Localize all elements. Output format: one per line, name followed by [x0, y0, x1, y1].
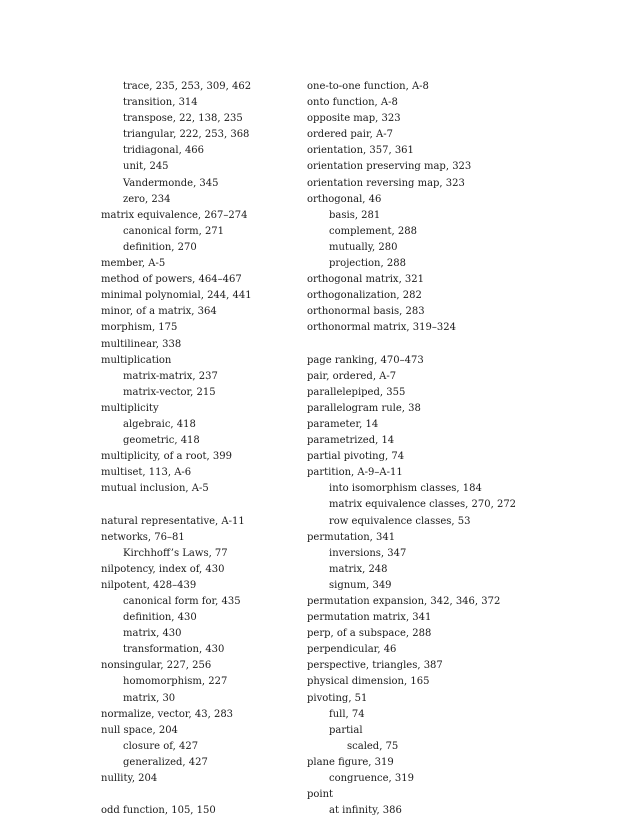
- index-entry: matrix equivalence, 267–274: [101, 209, 248, 221]
- index-entry: partial pivoting, 74: [307, 451, 405, 463]
- index-entry: orientation preserving map, 323: [307, 161, 472, 173]
- index-entry: nonsingular, 227, 256: [101, 660, 212, 672]
- index-subentry: row equivalence classes, 53: [329, 515, 471, 527]
- index-entry: point: [307, 789, 334, 801]
- index-entry: morphism, 175: [101, 322, 178, 334]
- index-entry: orthonormal matrix, 319–324: [307, 322, 456, 334]
- index-entry: plane figure, 319: [307, 756, 394, 768]
- index-entry: multiset, 113, A-6: [101, 467, 192, 479]
- index-entry: one-to-one function, A-8: [307, 81, 429, 92]
- index-entry: parameter, 14: [307, 418, 379, 430]
- index-subentry: definition, 430: [123, 612, 197, 624]
- index-entry: permutation expansion, 342, 346, 372: [307, 596, 501, 607]
- index-entry: odd function, 105, 150: [101, 805, 216, 817]
- index-subentry: full, 74: [329, 708, 365, 720]
- index-subentry: unit, 245: [123, 161, 169, 173]
- index-subentry: into isomorphism classes, 184: [329, 483, 482, 495]
- index-subentry: projection, 288: [329, 258, 406, 270]
- index-entry: multilinear, 338: [101, 338, 182, 350]
- index-subentry: at infinity, 386: [329, 805, 402, 817]
- index-entry: permutation matrix, 341: [307, 612, 432, 624]
- index-subentry: transition, 314: [123, 97, 198, 109]
- index-entry: networks, 76–81: [101, 531, 185, 543]
- index-subentry: complement, 288: [329, 225, 417, 237]
- index-entry: nilpotent, 428–439: [101, 579, 197, 591]
- index-entry: minor, of a matrix, 364: [101, 306, 217, 318]
- index-entry: perp, of a subspace, 288: [307, 628, 432, 640]
- index-subentry: transpose, 22, 138, 235: [123, 113, 243, 125]
- index-subentry: mutually, 280: [329, 241, 398, 253]
- index-entry: minimal polynomial, 244, 441: [101, 290, 252, 302]
- index-entry: onto function, A-8: [307, 97, 398, 109]
- index-subentry: matrix-matrix, 237: [123, 370, 218, 382]
- index-entry: parallelogram rule, 38: [307, 402, 421, 414]
- index-entry: mutual inclusion, A-5: [101, 483, 209, 495]
- index-subentry: matrix, 248: [329, 563, 388, 575]
- letter-group-gap: [101, 787, 301, 803]
- index-subentry: signum, 349: [329, 579, 392, 591]
- index-subentry: tridiagonal, 466: [123, 145, 205, 157]
- index-entry: pair, ordered, A-7: [307, 370, 397, 382]
- index-column-right: [307, 79, 527, 819]
- index-entry: normalize, vector, 43, 283: [101, 708, 234, 720]
- index-entry: null space, 204: [101, 724, 178, 736]
- index-subentry: definition, 270: [123, 241, 197, 253]
- index-entry: partition, A-9–A-11: [307, 467, 403, 479]
- index-subentry: matrix-vector, 215: [123, 386, 216, 398]
- index-entry: page ranking, 470–473: [307, 354, 424, 366]
- index-subentry: closure of, 427: [123, 740, 199, 752]
- index-subentry: partial: [329, 724, 363, 736]
- index-entry: nilpotency, index of, 430: [101, 563, 225, 575]
- index-subentry: canonical form, 271: [123, 225, 225, 237]
- index-entry: orthogonal, 46: [307, 193, 382, 205]
- index-entry: orthogonalization, 282: [307, 290, 422, 302]
- index-entry: method of powers, 464–467: [101, 274, 242, 286]
- index-subentry: matrix, 30: [123, 692, 176, 704]
- letter-group-gap: [101, 497, 301, 513]
- index-entry: perspective, triangles, 387: [307, 660, 443, 672]
- index-entry: parametrized, 14: [307, 435, 395, 447]
- index-entry: orientation, 357, 361: [307, 145, 414, 157]
- index-subentry: transformation, 430: [123, 644, 225, 656]
- index-entry: multiplication: [101, 354, 172, 366]
- index-entry: orthonormal basis, 283: [307, 306, 425, 318]
- index-subentry: Vandermonde, 345: [123, 177, 219, 189]
- index-entry: perpendicular, 46: [307, 644, 397, 656]
- index-entry: parallelepiped, 355: [307, 386, 406, 398]
- index-subentry: basis, 281: [329, 209, 381, 221]
- index-entry: pivoting, 51: [307, 692, 368, 704]
- index-entry: ordered pair, A-7: [307, 129, 393, 141]
- index-entry: multiplicity, of a root, 399: [101, 451, 232, 463]
- index-subentry: matrix equivalence classes, 270, 272: [329, 499, 517, 511]
- index-subentry: zero, 234: [123, 193, 171, 205]
- index-subentry: trace, 235, 253, 309, 462: [123, 81, 252, 92]
- index-subentry: canonical form for, 435: [123, 596, 241, 607]
- letter-group-gap: [307, 337, 527, 353]
- index-entry: natural representative, A-11: [101, 515, 245, 527]
- index-subentry: inversions, 347: [329, 547, 407, 559]
- index-entry: nullity, 204: [101, 773, 158, 785]
- index-subentry: Kirchhoff’s Laws, 77: [123, 547, 228, 559]
- index-subentry: geometric, 418: [123, 435, 200, 447]
- index-subentry: generalized, 427: [123, 756, 208, 768]
- index-column-left: [101, 79, 301, 819]
- index-entry: opposite map, 323: [307, 113, 401, 125]
- index-entry: multiplicity: [101, 402, 159, 414]
- index-subentry: scaled, 75: [347, 740, 399, 752]
- index-entry: orientation reversing map, 323: [307, 177, 465, 189]
- index-entry: physical dimension, 165: [307, 676, 430, 688]
- index-subentry: algebraic, 418: [123, 418, 196, 430]
- index-entry: member, A-5: [101, 258, 166, 270]
- index-entry: permutation, 341: [307, 531, 396, 543]
- index-subentry: matrix, 430: [123, 628, 182, 640]
- index-subentry: homomorphism, 227: [123, 676, 228, 688]
- index-subentry: congruence, 319: [329, 773, 415, 785]
- index-subentry: triangular, 222, 253, 368: [123, 129, 250, 141]
- index-entry: orthogonal matrix, 321: [307, 274, 425, 286]
